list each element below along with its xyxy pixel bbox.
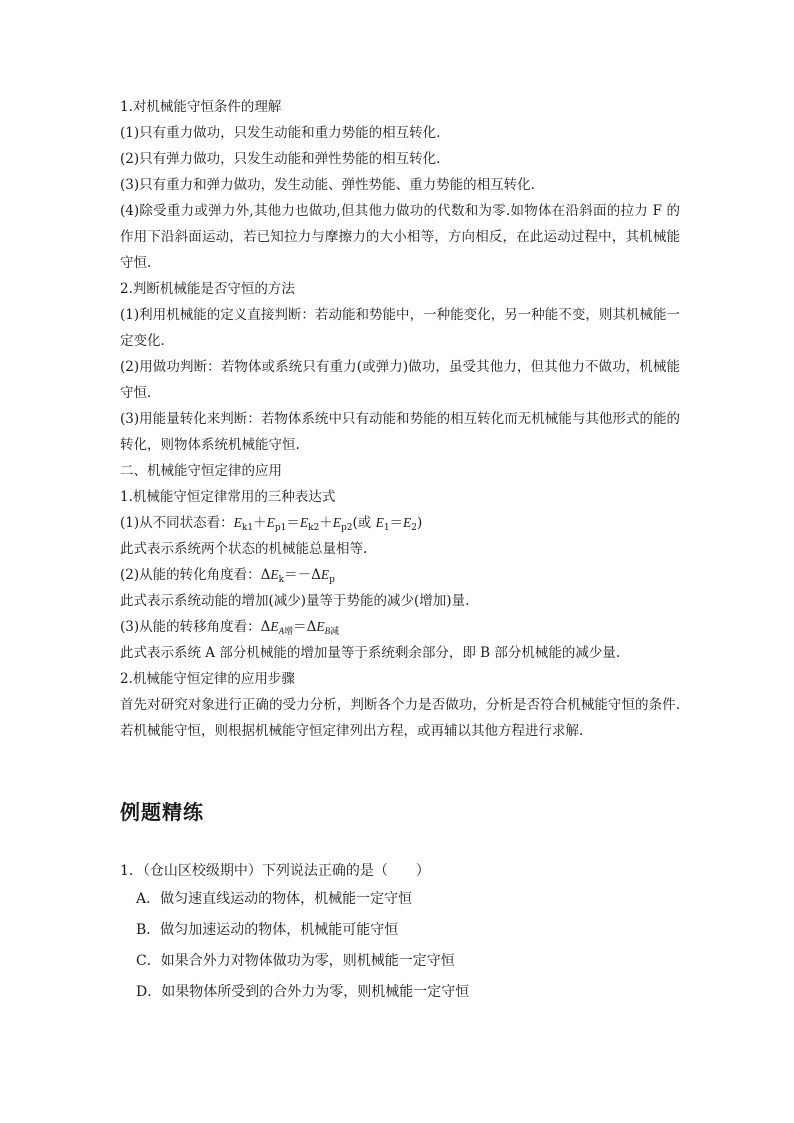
section1-item-4: (4)除受重力或弹力外,其他力也做功,但其他力做功的代数和为零.如物体在沿斜面的拉力 F 的作用下沿斜面运动，若已知拉力与摩擦力的大小相等，方向相反，在此运动过程中，其机械能守恒. [120,203,680,271]
question-1-stem: 1．（仓山区校级期中）下列说法正确的是（ ） [120,863,430,879]
notes-body [120,94,680,744]
question-1-option-d: D．如果物体所受到的合外力为零，则机械能一定守恒 [136,984,470,1000]
view2-prefix: (2)从能的转化角度看： [120,567,261,583]
view1-desc: 此式表示系统两个状态的机械能总量相等. [120,541,368,557]
question-1-option-a: A．做匀速直线运动的物体，机械能一定守恒 [136,891,413,907]
view2-formula: $\Delta E_k=-\Delta E_p$ [260,567,335,585]
view3-desc: 此式表示系统 A 部分机械能的增加量等于系统剩余部分，即 B 部分机械能的减少量. [120,645,621,661]
question-1-option-c: C．如果合外力对物体做功为零，则机械能一定守恒 [136,953,455,969]
section2-item-1: (1)利用机械能的定义直接判断：若动能和势能中，一种能变化，另一种能不变，则其机械能一定变化. [120,307,680,349]
view1-formula: $E_{k1}+E_{p1}=E_{k2}+E_{p2}$(或 $E_1=E_2$) [233,515,423,533]
section1-title: 1.对机械能守恒条件的理解 [120,99,282,115]
part2-sub1-title: 1.机械能守恒定律常用的三种表达式 [120,489,336,505]
section1-item-1: (1)只有重力做功，只发生动能和重力势能的相互转化. [120,125,441,141]
view1-prefix: (1)从不同状态看： [120,515,234,531]
view3-line [120,614,680,640]
section1-item-2: (2)只有弹力做功，只发生动能和弹性势能的相互转化. [120,151,441,167]
question-1 [120,858,680,1008]
part2-sub2-title: 2.机械能守恒定律的应用步骤 [120,671,295,687]
question-1-option-b: B．做匀加速运动的物体，机械能可能守恒 [136,922,399,938]
view3-formula: $\Delta E_{A增}=\Delta E_{B减}$ [260,619,340,637]
view2-desc: 此式表示系统动能的增加(减少)量等于势能的减少(增加)量. [120,593,470,609]
section2-item-2: (2)用做功判断：若物体或系统只有重力(或弹力)做功，虽受其他力，但其他力不做功，机械能守恒. [120,359,680,401]
examples-title: 例题精练 [120,800,204,824]
section2-title: 2.判断机械能是否守恒的方法 [120,281,295,297]
view1-line [120,510,680,536]
part2-sub2-body: 首先对研究对象进行正确的受力分析，判断各个力是否做功，分析是否符合机械能守恒的条件.若机械能守恒，则根据机械能守恒定律列出方程，或再辅以其他方程进行求解. [120,697,680,739]
view2-line [120,562,680,588]
part2-title: 二、机械能守恒定律的应用 [120,463,282,479]
section1-item-3: (3)只有重力和弹力做功，发生动能、弹性势能、重力势能的相互转化. [120,177,535,193]
view3-prefix: (3)从能的转移角度看： [120,619,261,635]
section2-item-3: (3)用能量转化来判断：若物体系统中只有动能和势能的相互转化而无机械能与其他形式的能的转化，则物体系统机械能守恒. [120,411,680,453]
